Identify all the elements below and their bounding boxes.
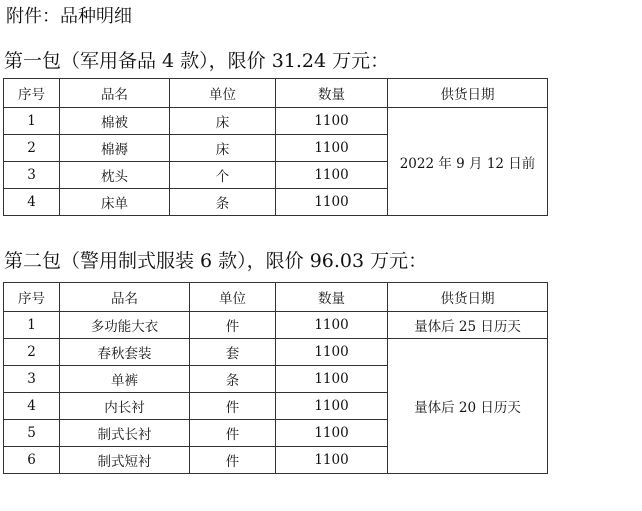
column-header-unit: 单位 (190, 283, 276, 312)
cell-no: 6 (4, 447, 60, 474)
cell-name: 枕头 (60, 162, 170, 189)
cell-name: 床单 (60, 189, 170, 216)
table-row (4, 339, 548, 366)
cell-qty: 1100 (276, 420, 388, 447)
cell-name: 内长衬 (60, 393, 190, 420)
cell-unit: 床 (170, 108, 276, 135)
cell-name: 棉被 (60, 108, 170, 135)
column-header-delivery: 供货日期 (388, 283, 548, 312)
cell-no: 5 (4, 420, 60, 447)
cell-name: 棉褥 (60, 135, 170, 162)
cell-delivery: 量体后 20 日历天 (388, 339, 548, 474)
column-header-name: 品名 (60, 79, 170, 108)
cell-qty: 1100 (276, 135, 388, 162)
cell-delivery: 量体后 25 日历天 (388, 312, 548, 339)
table-row (4, 312, 548, 339)
cell-name: 单裤 (60, 366, 190, 393)
cell-unit: 条 (190, 366, 276, 393)
cell-unit: 个 (170, 162, 276, 189)
package-1-heading: 第一包（军用备品 4 款），限价 31.24 万元： (4, 50, 390, 72)
column-header-name: 品名 (60, 283, 190, 312)
cell-unit: 件 (190, 420, 276, 447)
package-2-table (3, 282, 548, 474)
cell-unit: 条 (170, 189, 276, 216)
cell-no: 1 (4, 108, 60, 135)
cell-qty: 1100 (276, 393, 388, 420)
column-header-no: 序号 (4, 79, 60, 108)
column-header-no: 序号 (4, 283, 60, 312)
column-header-qty: 数量 (276, 79, 388, 108)
column-header-qty: 数量 (276, 283, 388, 312)
cell-qty: 1100 (276, 162, 388, 189)
cell-unit: 床 (170, 135, 276, 162)
cell-no: 4 (4, 189, 60, 216)
table-header-row (4, 79, 548, 108)
cell-unit: 件 (190, 447, 276, 474)
cell-unit: 件 (190, 312, 276, 339)
cell-qty: 1100 (276, 108, 388, 135)
cell-qty: 1100 (276, 447, 388, 474)
column-header-delivery: 供货日期 (388, 79, 548, 108)
cell-unit: 件 (190, 393, 276, 420)
column-header-unit: 单位 (170, 79, 276, 108)
cell-name: 制式长衬 (60, 420, 190, 447)
cell-no: 2 (4, 135, 60, 162)
cell-qty: 1100 (276, 189, 388, 216)
cell-name: 制式短衬 (60, 447, 190, 474)
table-header-row (4, 283, 548, 312)
cell-unit: 套 (190, 339, 276, 366)
cell-no: 4 (4, 393, 60, 420)
cell-qty: 1100 (276, 366, 388, 393)
cell-no: 2 (4, 339, 60, 366)
cell-no: 3 (4, 366, 60, 393)
table-row (4, 108, 548, 135)
cell-qty: 1100 (276, 339, 388, 366)
package-2-heading: 第二包（警用制式服装 6 款），限价 96.03 万元： (4, 250, 428, 272)
cell-delivery: 2022 年 9 月 12 日前 (388, 108, 548, 216)
cell-no: 3 (4, 162, 60, 189)
cell-name: 多功能大衣 (60, 312, 190, 339)
cell-qty: 1100 (276, 312, 388, 339)
cell-name: 春秋套装 (60, 339, 190, 366)
package-1-table (3, 78, 548, 216)
cell-no: 1 (4, 312, 60, 339)
attachment-title: 附件：品种明细 (6, 6, 132, 27)
